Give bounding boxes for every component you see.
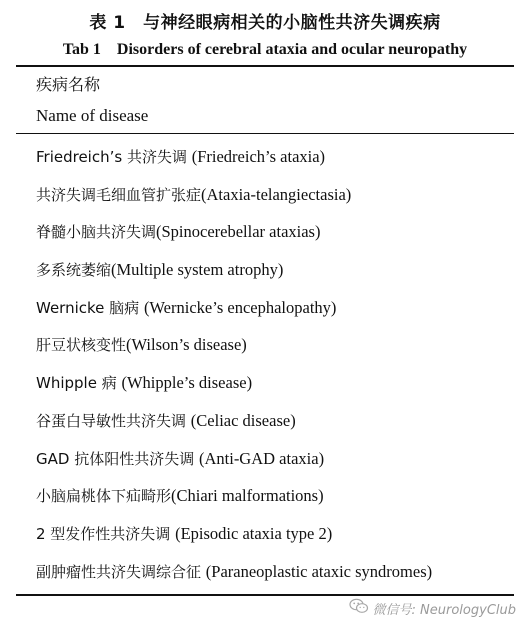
wechat-icon — [349, 598, 369, 618]
disease-name-en: (Episodic ataxia type 2) — [175, 523, 333, 543]
table-row — [36, 558, 432, 596]
disease-name-en: (Wilson’s disease) — [126, 335, 247, 355]
disease-name-cn: Whipple 病 — [36, 374, 122, 393]
disease-list — [36, 143, 432, 595]
table-row — [36, 369, 432, 407]
table-row — [36, 482, 432, 520]
disease-name-en: (Ataxia-telangiectasia) — [201, 184, 352, 204]
bottom-rule — [16, 594, 514, 596]
disease-name-cn: 副肿瘤性共济失调综合征 — [36, 562, 206, 581]
table-row — [36, 445, 432, 483]
disease-name-cn: 多系统萎缩 — [36, 261, 112, 280]
watermark — [349, 598, 516, 618]
disease-name-cn: Wernicke 脑病 — [36, 298, 144, 317]
top-rule — [16, 65, 514, 67]
table-row — [36, 331, 432, 369]
table-title-cn: 表 1 与神经眼病相关的小脑性共济失调疾病 — [89, 13, 441, 33]
disease-name-cn: 脊髓小脑共济失调 — [36, 223, 157, 242]
header-rule — [16, 133, 514, 134]
disease-name-en: (Anti-GAD ataxia) — [198, 448, 325, 468]
disease-name-cn: 小脑扁桃体下疝畸形 — [36, 487, 172, 506]
table-row — [36, 294, 432, 332]
table-row — [36, 256, 432, 294]
disease-name-cn: Friedreich’s 共济失调 — [36, 148, 192, 166]
table-title-en: Tab 1 Disorders of cerebral ataxia and ocular neuropathy — [62, 41, 468, 58]
disease-name-cn: 共济失调毛细血管扩张症 — [36, 185, 202, 204]
table-row — [36, 218, 432, 256]
disease-name-cn: GAD 抗体阳性共济失调 — [36, 449, 199, 468]
disease-name-en: (Wernicke’s encephalopathy) — [143, 297, 337, 317]
disease-name-en: (Chiari malformations) — [171, 486, 324, 506]
column-header-en: Name of disease — [36, 106, 149, 125]
watermark-text: 微信号: NeurologyClub — [372, 602, 516, 618]
table-row — [36, 407, 432, 445]
disease-name-en: (Multiple system atrophy) — [111, 260, 284, 280]
table-row — [36, 181, 432, 219]
disease-name-en: (Whipple’s disease) — [121, 373, 253, 393]
table-row — [36, 520, 432, 558]
column-header-cn: 疾病名称 — [36, 75, 101, 94]
disease-name-cn: 2 型发作性共济失调 — [36, 524, 176, 543]
disease-name-cn: 肝豆状核变性 — [36, 336, 127, 355]
disease-name-en: (Spinocerebellar ataxias) — [156, 222, 321, 242]
disease-name-en: (Friedreich’s ataxia) — [191, 147, 326, 166]
disease-name-cn: 谷蛋白导敏性共济失调 — [36, 411, 191, 430]
disease-name-en: (Celiac disease) — [190, 410, 296, 430]
table-row — [36, 143, 432, 181]
disease-name-en: (Paraneoplastic ataxic syndromes) — [205, 561, 433, 581]
